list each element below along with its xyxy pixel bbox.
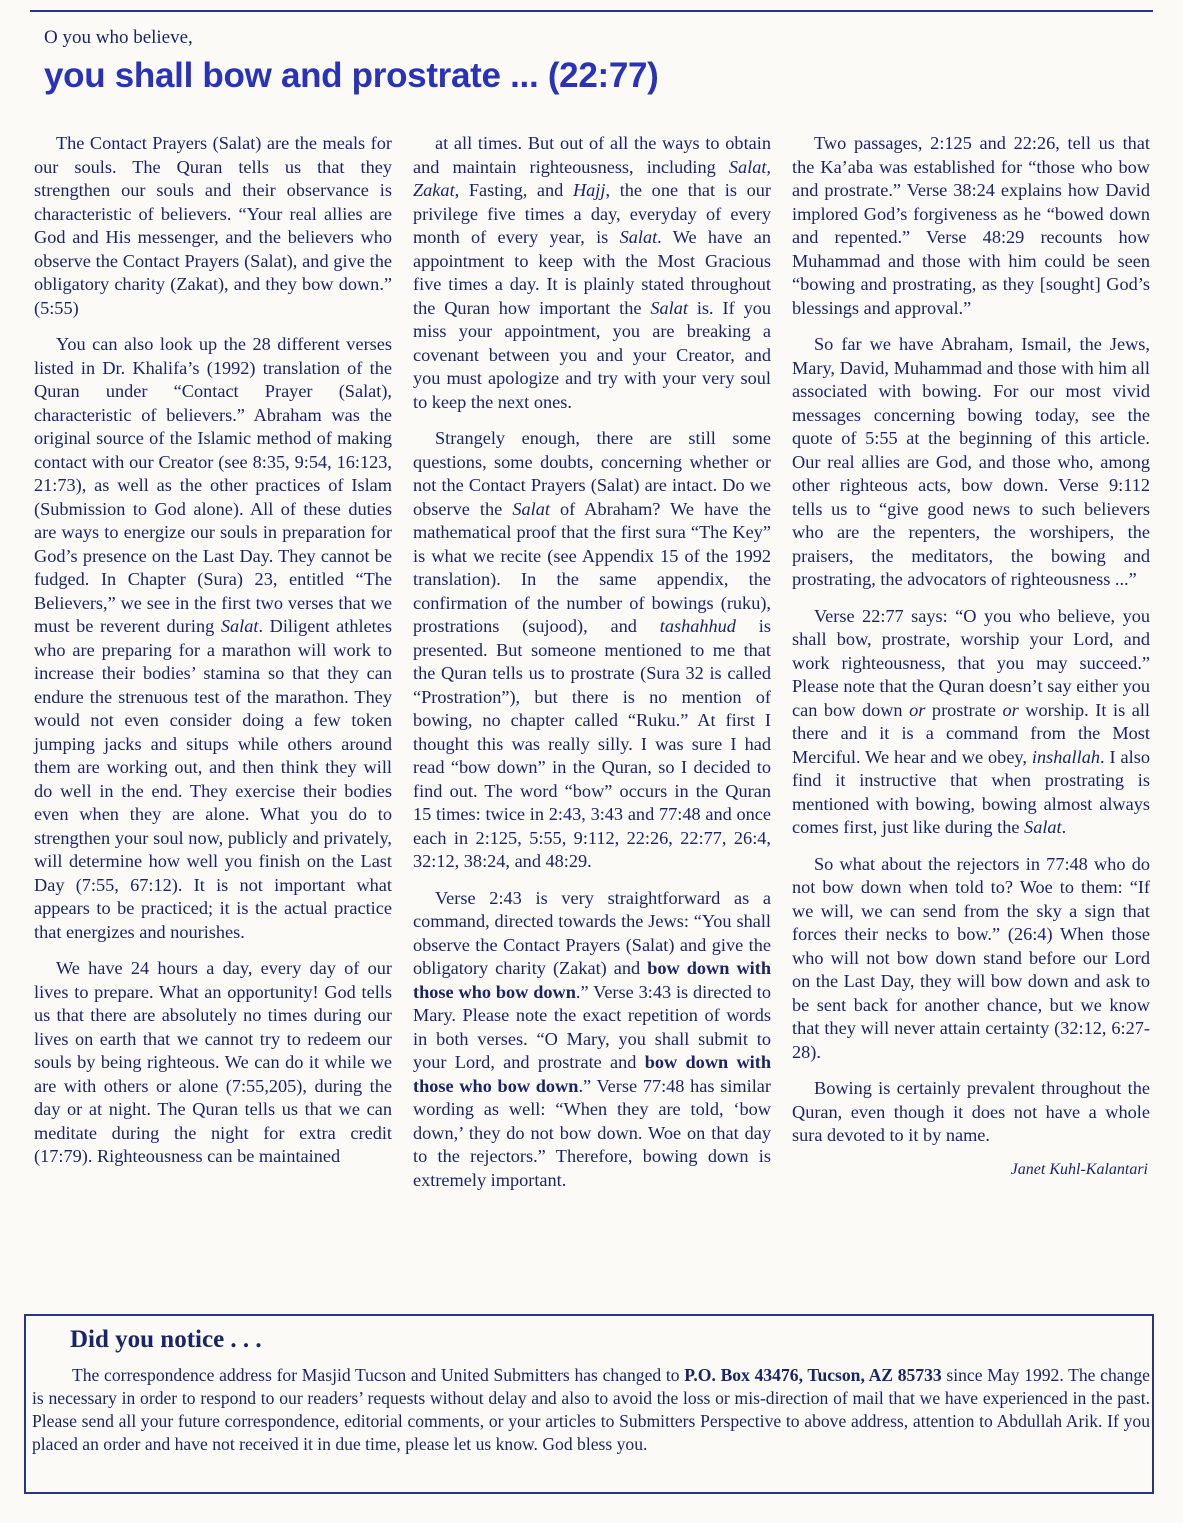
italic-run: Salat [619,227,658,247]
article-columns [34,132,1150,1310]
paragraph [413,427,771,874]
text-run: . We have an appointment to keep with the Most Gracious five times a day. It is plainly stated throughout the Quran how important the [413,227,771,318]
notice-title: Did you notice . . . [70,1326,262,1353]
bold-run: P.O. Box 43476, Tucson, AZ 85733 [684,1365,942,1385]
italic-run: Salat [512,498,550,519]
italic-run: Salat [220,616,259,636]
top-rule [30,10,1153,12]
column-3 [792,132,1150,1310]
text-run: We have 24 hours a day, every day of our lives to prepare. What an opportunity! God tells us that there are absolutely no times during our lives on earth that we cannot try to redeem our souls by being righteous. We can do it while we are with others or alone (7:55,205), during the day or at night. The Quran tells us that we can meditate during the night for extra credit (17:79). Righteousness can be maintained [34,958,392,1166]
text-run: , the one that is our privilege five times a day, everyday of every month of every year, is [413,180,771,247]
text-run: , Fasting, and [454,180,573,200]
italic-run: Salat [1024,817,1062,837]
paragraph [792,605,1150,840]
text-run: Two passages, 2:125 and 22:26, tell us that the Ka’aba was established for “those who bow and prostrate.” Verse 38:24 explains how David implored God’s forgiveness as he “bowed down and repented.” Verse 48:29 recounts how Muhammad and those with him could be seen “bowing and prostrating, as they [sought] God’s blessings and approval.” [792,133,1150,318]
text-run: . Diligent athletes who are preparing for a marathon will work to increase their bodies’ stamina so that they can endure the strenuous test of the marathon. They would not even consider doing a few token jumping jacks and situps while others around them are working out, and then think they will do well in the end. They exercise their bodies even when they are alone. What you do to strengthen your soul now, publicly and privately, will determine how well you finish on the Last Day (7:55, 67:12). It is not important what appears to be practiced; it is the actual practice that energizes and nourishes. [34,616,392,942]
text-run: Verse 22:77 says: “O you who believe, you shall bow, prostrate, worship your Lord, and work righteousness, that you may succeed.” Please note that the Quran doesn’t say either you can bow down [792,605,1150,720]
paragraph [792,333,1150,592]
italic-run: Salat, Zakat [413,156,771,200]
text-run: worship. It is all there and it is a command from the Most Merciful. We hear and we obey, [792,699,1151,767]
text-run: You can also look up the 28 different verses listed in Dr. Khalifa’s (1992) translation of the Quran under “Contact Prayer (Salat), characteristic of believers.” Abraham was the original source of the Islamic method of making contact with our Creator (see 8:35, 9:54, 16:123, 21:73), as well as the other practices of Islam (Submission to God alone). All of these duties are ways to energize our souls in preparation for God’s presence on the Last Day. They cannot be fudged. In Chapter (Sura) 23, entitled “The Believers,” we see in the first two verses that we must be reverent during [34,334,392,636]
text-run: . I also find it instructive that when prostrating is mentioned with bowing, bowing almost always comes first, just like during the [792,746,1150,837]
author-signature: Janet Kuhl-Kalantari [1010,1160,1148,1178]
italic-run: Hajj [572,180,606,200]
notice-box [24,1314,1154,1494]
article-kicker: O you who believe, [44,27,193,48]
text-run: The correspondence address for Masjid Tucson and United Submitters has changed to [72,1365,685,1385]
paragraph [34,132,392,320]
paragraph [792,853,1150,1065]
text-run: Strangely enough, there are still some questions, some doubts, concerning whether or not the Contact Prayers (Salat) are intact. Do we observe the [413,428,771,519]
text-run: is. If you miss your appointment, you are breaking a covenant between you and your Creator, and you must apologize and try with your very soul to keep the next ones. [413,297,771,412]
text-run: prostrate [925,699,1003,720]
text-run: is presented. But someone mentioned to me that the Quran tells us to prostrate (Sura 32 is called “Prostration”), but there is no mention of bowing, no chapter called “Ruku.” At first I thought this was really silly. I was sure I had read “bow down” in the Quran, so I decided to find out. The word “bow” occurs in the Quran 15 times: twice in 2:43, 3:43 and 77:48 and once each in 2:125, 5:55, 9:112, 22:26, 22:77, 26:4, 32:12, 38:24, and 48:29. [413,616,771,871]
text-run: So far we have Abraham, Ismail, the Jews, Mary, David, Muhammad and those with him all associated with bowing. For our most vivid messages concerning bowing today, see the quote of 5:55 at the beginning of this article. Our real allies are God, and those who, among other righteous acts, bow down. Verse 9:112 tells us to “give good news to such believers who are the repenters, the worshipers, the praisers, the meditators, the bowing and prostrating, the advocators of righteousness ...” [792,334,1150,589]
text-run: Verse 2:43 is very straightforward as a command, directed towards the Jews: “You shall observe the Contact Prayers (Salat) and give the obligatory charity (Zakat) and [413,887,771,978]
article-headline: you shall bow and prostrate ... (22:77) [44,56,659,95]
text-run: . [1061,817,1067,837]
bold-run: bow down with those who bow down [413,958,771,1002]
text-run: of Abraham? We have the mathematical proof that the first sura “The Key” is what we recite (see Appendix 15 of the 1992 translation). In the same appendix, the confirmation of the number of bowings (ruku), prostrations (sujood), and [413,498,772,636]
bold-run: bow down with those who bow down [413,1052,772,1096]
paragraph [792,132,1150,320]
italic-run: or [909,699,926,720]
italic-run: or [1002,699,1019,720]
column-2 [413,132,771,1310]
paragraph [413,132,771,414]
paragraph [413,887,771,1193]
text-run: Bowing is certainly prevalent throughout the Quran, even though it does not have a whole sura devoted to it by name. [792,1078,1150,1145]
italic-run: tashahhud [659,616,736,636]
italic-run: inshallah [1031,746,1100,767]
text-run: So what about the rejectors in 77:48 who do not bow down when told to? Woe to them: “If we will, we can send from the sky a sign that forces their necks to bow.” (26:4) When those who will not bow down stand before our Lord on the Last Day, they will bow down and ask to be sent back for another chance, but we know that they will never attain certainty (32:12, 6:27-28). [792,853,1150,1062]
text-run: at all times. But out of all the ways to obtain and maintain righteousness, including [413,133,771,177]
text-run: .” Verse 77:48 has similar wording as well: “When they are told, ‘bow down,’ they do not bow down. Woe on that day to the rejectors.” Therefore, bowing down is extremely important. [413,1075,771,1190]
notice-body [32,1364,1150,1456]
text-run: since May 1992. The change is necessary in order to respond to our readers’ requests without delay and also to avoid the loss or mis-direction of mail that we have experienced in the past. Please send all your future correspondence, editorial comments, or your articles to Submitters Perspective to above address, attention to Abdullah Arik. If you placed an order and have not received it in due time, please let us know. God bless you. [32,1365,1150,1454]
text-run: .” Verse 3:43 is directed to Mary. Please note the exact repetition of words in both verses. “O Mary, you shall submit to your Lord, and prostrate and [413,981,771,1072]
column-1 [34,132,392,1310]
paragraph [792,1077,1150,1148]
text-run: The Contact Prayers (Salat) are the meals for our souls. The Quran tells us that they strengthen our souls and their observance is characteristic of believers. “Your real allies are God and His messenger, and the believers who observe the Contact Prayers (Salat), and give the obligatory charity (Zakat), and they bow down.” (5:55) [34,133,392,318]
italic-run: Salat [650,297,688,318]
paragraph [34,333,392,944]
paragraph [34,957,392,1169]
